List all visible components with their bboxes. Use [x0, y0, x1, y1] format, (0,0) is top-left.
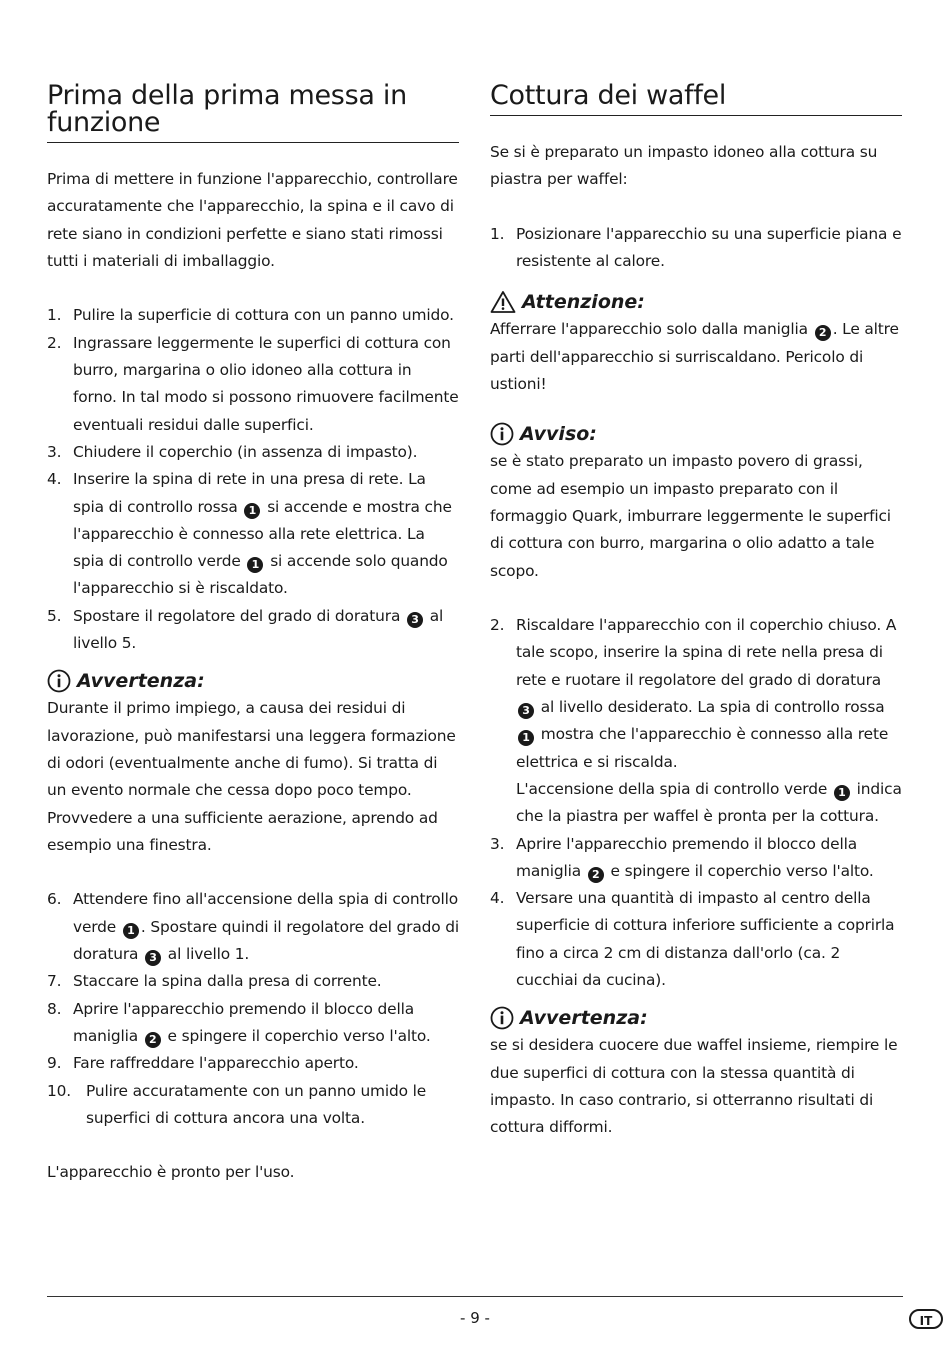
- callout-badge: 3: [145, 950, 161, 966]
- list-item: 1. Pulire la superficie di cottura con un panno umido.: [47, 306, 454, 325]
- section-title: Prima della prima messa in funzione: [47, 82, 459, 143]
- callout-badge: 3: [518, 703, 534, 719]
- right-column: [490, 82, 902, 1142]
- footer-divider: [47, 1296, 903, 1297]
- callout-badge: 1: [834, 785, 850, 801]
- note-heading: Avvertenza:: [47, 667, 459, 695]
- note-text: se si desidera cuocere due waffel insieme, riempire le due superfici di cottura con la stessa quantità di impasto. In caso contrario, si otterranno risultati di cottura difformi.: [490, 1036, 898, 1137]
- page-number: - 9 -: [460, 1309, 490, 1327]
- callout-badge: 1: [123, 923, 139, 939]
- list-item: 4. Versare una quantità di impasto al centro della superficie di cottura inferiore sufficiente a coprirla fino a circa 2 cm di distanza dall'orlo (ca. 2 cucchiai da cucina).: [490, 889, 895, 990]
- list-item: 2. Ingrassare leggermente le superfici di cottura con burro, margarina o olio idoneo alla cottura in forno. In tal modo si possono rimuovere facilmente eventuali residui dalle superfici.: [47, 333, 459, 434]
- list-item: 7. Staccare la spina dalla presa di corrente.: [47, 972, 382, 991]
- list-item: 3. Chiudere il coperchio (in assenza di impasto).: [47, 442, 418, 461]
- language-badge: IT: [909, 1309, 943, 1329]
- warning-heading: Attenzione:: [490, 288, 902, 316]
- list-item: 10. Pulire accuratamente con un panno umido le superfici di cottura ancora una volta.: [47, 1081, 427, 1127]
- note-heading: Avvertenza:: [490, 1004, 902, 1032]
- list-item: 6. Attendere fino all'accensione della spia di controllo verde 1 . Spostare quindi il regolatore del grado di doratura 3 al livello 1.: [47, 890, 459, 965]
- note-text: Durante il primo impiego, a causa dei residui di lavorazione, può manifestarsi una leggera formazione di odori (eventualmente anche di fumo). Si tratta di un evento normale che cessa dopo poco tempo. Provvedere a una sufficiente aerazione, aprendo ad esempio una finestra.: [47, 699, 456, 854]
- info-icon: [490, 422, 514, 446]
- list-item: 9. Fare raffreddare l'apparecchio aperto.: [47, 1054, 359, 1073]
- steps-list-2: [490, 612, 902, 994]
- left-column: [47, 82, 459, 1187]
- section-title: Cottura dei waffel: [490, 82, 902, 116]
- notice-text: se è stato preparato un impasto povero di grassi, come ad esempio un impasto preparato con il formaggio Quark, imburrare leggermente le superfici di cottura con burro, margarina o olio adatto a tale scopo.: [490, 452, 891, 580]
- intro-paragraph: Prima di mettere in funzione l'apparecchio, controllare accuratamente che l'apparecchio, la spina e il cavo di rete siano in condizioni perfette e siano stati rimossi tutti i materiali di imballaggio.: [47, 170, 458, 270]
- callout-badge: 2: [588, 867, 604, 883]
- closing-text: L'apparecchio è pronto per l'uso.: [47, 1163, 295, 1182]
- callout-badge: 3: [407, 612, 423, 628]
- info-icon: [47, 669, 71, 693]
- list-item: 1. Posizionare l'apparecchio su una superficie piana e resistente al calore.: [490, 224, 902, 271]
- warning-icon: [490, 290, 516, 314]
- list-item: 2. Riscaldare l'apparecchio con il coperchio chiuso. A tale scopo, inserire la spina di rete nella presa di rete e ruotare il regolatore del grado di doratura 3 al livello desiderato. La spia di controllo rossa 1 mostra che l'apparecchio è connesso alla rete elettrica e si riscalda. L'accensione della spia di controllo verde 1 indica che la piastra per waffel è pronta per la cottura.: [490, 616, 902, 826]
- callout-badge: 2: [145, 1032, 161, 1048]
- info-icon: [490, 1006, 514, 1030]
- callout-badge: 1: [518, 730, 534, 746]
- callout-badge: 1: [247, 557, 263, 573]
- list-item: 8. Aprire l'apparecchio premendo il blocco della maniglia 2 e spingere il coperchio verso l'alto.: [47, 999, 431, 1046]
- steps-list-1: [490, 221, 902, 276]
- steps-list-a: [47, 302, 459, 657]
- intro-paragraph: Se si è preparato un impasto idoneo alla cottura su piastra per waffel:: [490, 143, 878, 189]
- callout-badge: 1: [244, 503, 260, 519]
- list-item: 4. Inserire la spina di rete in una presa di rete. La spia di controllo rossa 1 si accende e mostra che l'apparecchio è connesso alla rete elettrica. La spia di controllo verde 1 si accende solo quando l'apparecchio si è riscaldato.: [47, 470, 452, 598]
- steps-list-b: [47, 886, 459, 1132]
- list-item: 5. Spostare il regolatore del grado di doratura 3 al livello 5.: [47, 606, 444, 653]
- list-item: 3. Aprire l'apparecchio premendo il blocco della maniglia 2 e spingere il coperchio verso l'alto.: [490, 834, 874, 881]
- callout-badge: 2: [815, 325, 831, 341]
- warning-text: Afferrare l'apparecchio solo dalla maniglia 2 . Le altre parti dell'apparecchio si surriscaldano. Pericolo di ustioni!: [490, 320, 899, 394]
- notice-heading: Avviso:: [490, 420, 902, 448]
